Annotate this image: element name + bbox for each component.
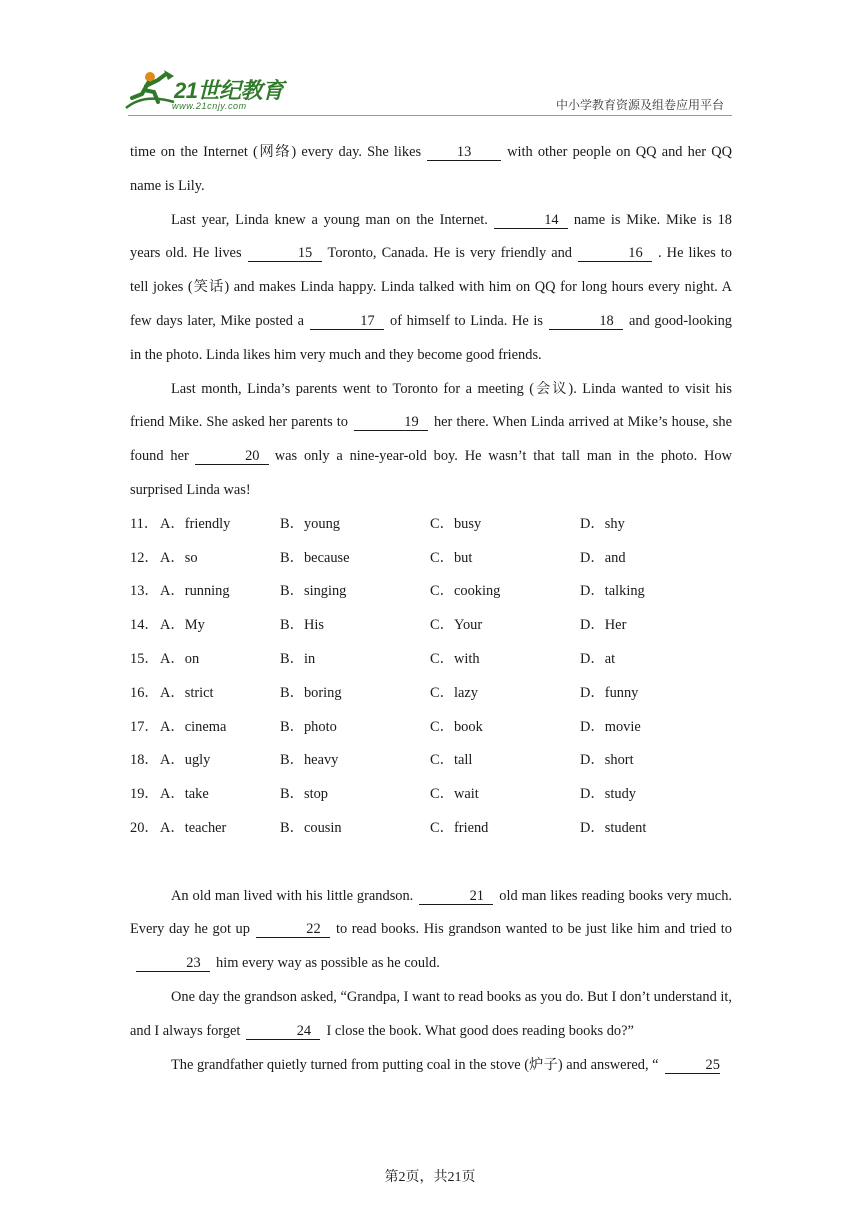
header-divider (128, 115, 732, 116)
question-number: 11． (130, 515, 159, 532)
passage2-paragraph-2: One day the grandson asked, “Grandpa, I want to read books as you do. But I don’t understand it, and I always forget 24 I close the book. What good does reading books do?” (130, 988, 732, 1039)
blank-13: 13 (427, 144, 501, 161)
option-row (130, 643, 732, 677)
blank-22: 22 (256, 921, 330, 938)
question-number: 20． (130, 819, 159, 836)
option-c: C．with (430, 650, 480, 667)
blank-25: 25 (665, 1057, 720, 1074)
option-c: C．busy (430, 515, 482, 532)
option-row (130, 812, 732, 846)
option-b: B．boring (280, 684, 342, 701)
option-d: D．talking (580, 583, 645, 600)
blank-24: 24 (246, 1023, 320, 1040)
logo-text: 21世纪教育 (174, 78, 284, 103)
blank-23: 23 (136, 955, 210, 972)
page-header (0, 0, 860, 120)
option-b: B．heavy (280, 752, 339, 769)
question-number: 16． (130, 684, 159, 701)
option-d: D．at (580, 650, 616, 667)
header-platform-text: 中小学教育资源及组卷应用平台 (555, 98, 724, 112)
option-b: B．His (280, 617, 324, 634)
option-row (130, 778, 732, 812)
passage2-paragraph-3: The grandfather quietly turned from putting coal in the stove (炉子) and answered, “ 25 (171, 1056, 720, 1073)
section-gap (130, 846, 732, 880)
option-b: B．stop (280, 786, 328, 803)
option-row (130, 575, 732, 609)
option-b: B．singing (280, 583, 347, 600)
option-b: B．in (280, 650, 316, 667)
option-a: A．friendly (160, 515, 231, 532)
blank-19: 19 (354, 414, 428, 431)
options-list (130, 508, 732, 846)
option-a: A．on (160, 650, 200, 667)
logo (124, 68, 294, 116)
option-b: B．photo (280, 718, 337, 735)
question-number: 19． (130, 786, 159, 803)
option-c: C．friend (430, 819, 489, 836)
option-d: D．Her (580, 617, 627, 634)
option-row (130, 677, 732, 711)
option-a: A．strict (160, 684, 214, 701)
option-a: A．My (160, 617, 205, 634)
option-c: C．tall (430, 752, 473, 769)
passage1-paragraph-1: time on the Internet (网络) every day. She likes 13 with other people on QQ and her QQ name is Lily. (130, 144, 732, 194)
option-d: D．and (580, 549, 626, 566)
runner-logo-icon (124, 68, 176, 114)
option-c: C．Your (430, 617, 483, 634)
option-row (130, 609, 732, 643)
option-c: C．cooking (430, 583, 501, 600)
blank-21: 21 (419, 888, 493, 905)
option-row (130, 508, 732, 542)
option-b: B．cousin (280, 819, 342, 836)
passage1-paragraph-2: Last year, Linda knew a young man on the Internet. 14 name is Mike. Mike is 18 years old. He lives 15 Toronto, Canada. He is very friendly and 16 . He likes to tell jokes (笑话) and makes Linda happy. Linda talked with him on QQ for long hours every night. A few days later, Mike posted a 17 of himself to Linda. He is 18 and good-looking in the photo. Linda likes him very much and they become good friends. (130, 211, 732, 363)
passage1-paragraph-3: Last month, Linda’s parents went to Toronto for a meeting (会议). Linda wanted to visit his friend Mike. She asked her parents to 19 her there. When Linda arrived at Mike’s house, she found her 20 was only a nine-year-old boy. He wasn’t that tall man in the photo. How surprised Linda was! (130, 380, 732, 498)
question-number: 12． (130, 549, 159, 566)
blank-16: 16 (578, 245, 652, 262)
option-a: A．running (160, 583, 230, 600)
question-number: 13． (130, 583, 159, 600)
document-body (130, 136, 732, 1082)
page-number: 第2页，共21页 (384, 1170, 476, 1185)
option-d: D．study (580, 786, 636, 803)
option-d: D．short (580, 752, 634, 769)
question-number: 14． (130, 617, 159, 634)
blank-15: 15 (248, 245, 322, 262)
option-d: D．student (580, 819, 647, 836)
option-d: D．movie (580, 718, 641, 735)
option-row (130, 711, 732, 745)
option-c: C．book (430, 718, 483, 735)
blank-20: 20 (195, 448, 269, 465)
option-b: B．young (280, 515, 340, 532)
option-a: A．so (160, 549, 198, 566)
question-number: 17． (130, 718, 159, 735)
logo-url: www.21cnjy.com (172, 101, 247, 111)
option-d: D．funny (580, 684, 639, 701)
question-number: 18． (130, 752, 159, 769)
option-a: A．take (160, 786, 209, 803)
option-a: A．cinema (160, 718, 227, 735)
option-c: C．lazy (430, 684, 478, 701)
option-row (130, 744, 732, 778)
blank-14: 14 (494, 212, 568, 229)
question-number: 15． (130, 650, 159, 667)
option-c: C．wait (430, 786, 479, 803)
blank-18: 18 (549, 313, 623, 330)
option-b: B．because (280, 549, 350, 566)
option-a: A．ugly (160, 752, 211, 769)
option-c: C．but (430, 549, 473, 566)
passage2-paragraph-1: An old man lived with his little grandson. 21 old man likes reading books very much. Every day he got up 22 to read books. His grandson wanted to be just like him and tried to23 him every way as possible as he could. (130, 887, 732, 972)
option-row (130, 542, 732, 576)
option-d: D．shy (580, 515, 625, 532)
option-a: A．teacher (160, 819, 227, 836)
blank-17: 17 (310, 313, 384, 330)
